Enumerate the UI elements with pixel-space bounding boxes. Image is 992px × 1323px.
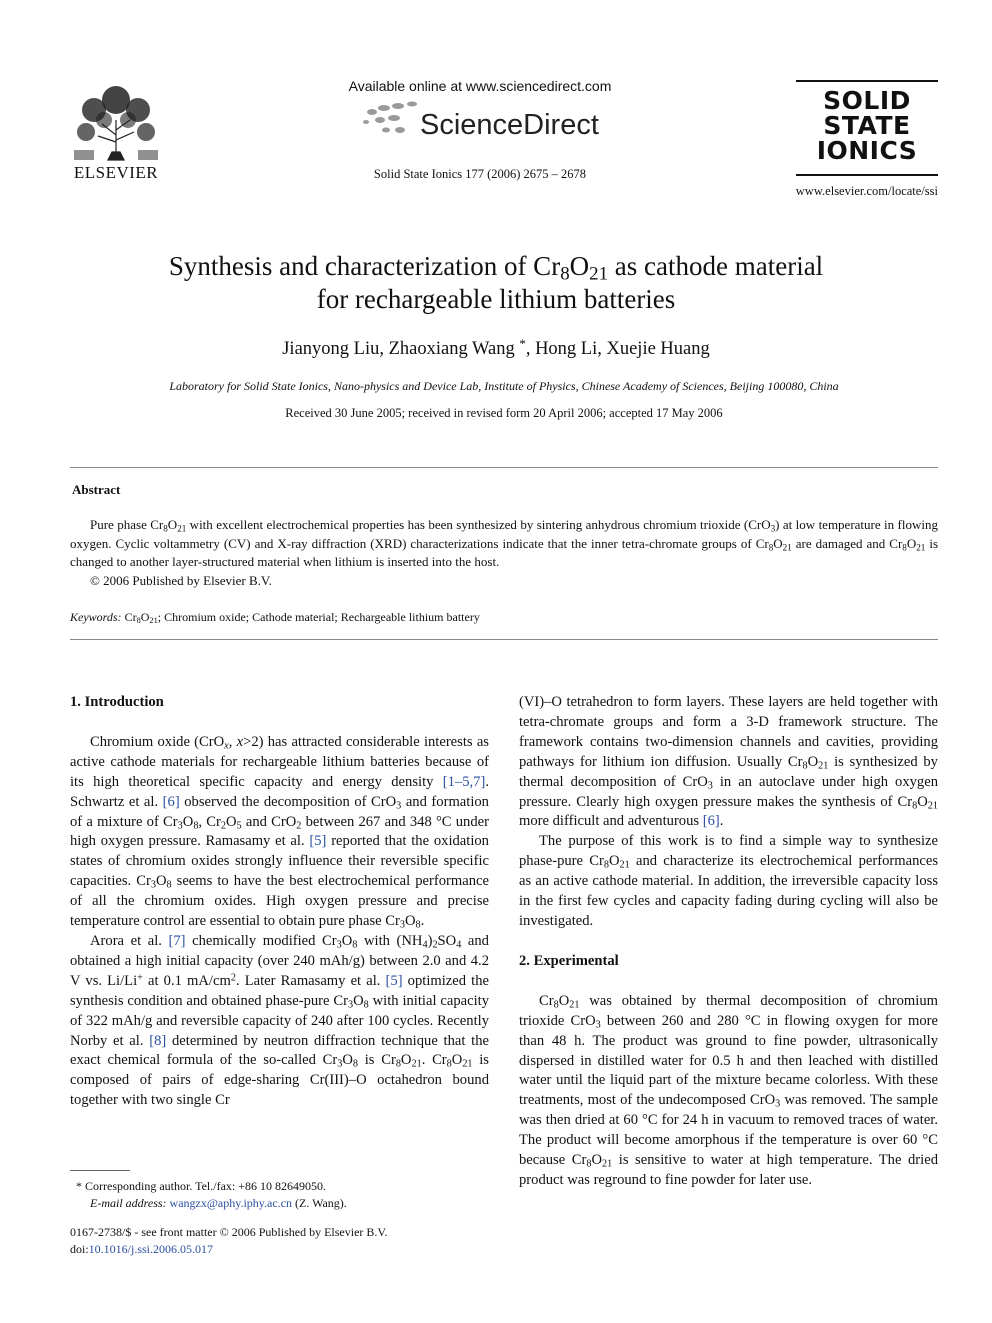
ref-link-6[interactable]: [6] xyxy=(162,793,180,810)
author-1: Jianyong Liu, xyxy=(282,339,389,359)
ref-link-5[interactable]: [5] xyxy=(309,833,327,850)
available-online-text: Available online at www.sciencedirect.com xyxy=(348,78,612,94)
sciencedirect-logo xyxy=(360,98,600,142)
title-part-c: as cathode material xyxy=(608,251,824,281)
issn-line: 0167-2738/$ - see front matter © 2006 Published by Elsevier B.V. xyxy=(70,1225,388,1239)
author-list xyxy=(100,336,892,360)
author-rest: , Hong Li, Xuejie Huang xyxy=(525,339,710,359)
intro-paragraph-3: The purpose of this work is to find a simple way to synthesize phase-pure $Cr_8O_{21}$ and characterize its electrochemical performances as an active cathode material. In addition, the irreversible capacity loss in the first few cycles and capacity fading during cycling will also be investigated. xyxy=(519,833,938,929)
keywords: Keywords: $Cr_8O_{21}$; Chromium oxide; Cathode material; Rechargeable lithium battery xyxy=(70,610,480,626)
experimental-heading: 2. Experimental xyxy=(519,952,619,969)
publisher-name: ELSEVIER xyxy=(73,163,159,182)
introduction-heading: 1. Introduction xyxy=(70,694,164,710)
footer-info xyxy=(70,1224,490,1258)
journal-logo-bottom-rule xyxy=(796,174,938,176)
journal-url[interactable]: www.elsevier.com/locate/ssi xyxy=(795,184,938,198)
journal-logo-line1: SOLID xyxy=(823,86,911,115)
ref-link-5b[interactable]: [5] xyxy=(385,972,403,989)
corresponding-author-text: Corresponding author. Tel./fax: +86 10 82649050. xyxy=(85,1179,327,1193)
abstract-text: Pure phase $Cr_8O_{21}$ with excellent electrochemical properties has been synthesized by sintering anhydrous chromium trioxide (CrO$_3$) at low temperature in flowing oxygen. Cyclic voltammetry (CV) and X-ray diffraction (XRD) characterizations indicate that the inner tetra-chromate groups of $Cr_8O_{21}$ are damaged and $Cr_8O_{21}$ is changed to another layer-structured material when lithium is inserted into the host. xyxy=(70,517,939,569)
doi-label: doi: xyxy=(70,1242,89,1256)
intro-paragraph-2: Arora et al. [7] chemically modified $Cr_3O_8$ with $(NH_4)_2SO_4$ and obtained a high initial capacity (over 240 mAh/g) between 2.0 and 4.2 V vs. Li/Li+ at 0.1 $mA/cm^2$. Later Ramasamy et al. [5] optimized the synthesis condition and obtained phase-pure $Cr_3O_8$ with initial capacity of 322 mAh/g and reversible capacity of 240 after 100 cycles. Recently Norby et al. [8] determined by neutron diffraction technique that the exact chemical formula of the so-called $Cr_3O_8$ is $Cr_8O_{21}$. $Cr_8O_{21}$ is composed of pairs of edge-sharing Cr(III)–O octahedron bound together with two single Cr xyxy=(70,932,489,1109)
email-owner: (Z. Wang). xyxy=(295,1196,347,1210)
title-line2: for rechargeable lithium batteries xyxy=(316,284,676,314)
journal-logo-top-rule xyxy=(796,80,938,82)
title-part-a: Synthesis and characterization of Cr xyxy=(168,251,561,281)
footnote-corresponding xyxy=(70,1178,490,1195)
intro-paragraph-2-cont: (VI)–O tetrahedron to form layers. These layers are held together with tetra-chromate groups and form a 3-D framework structure. The framework contains two-dimension channels and cavities, providing pathways for lithium ion diffusion. Usually $Cr_8O_{21}$ is synthesized by thermal decomposition of CrO$_3$ in an autoclave under high oxygen pressure. Clearly high oxygen pressure makes the synthesis of $Cr_8O_{21}$ more difficult and adventurous [6]. xyxy=(519,694,938,830)
footnote-rule xyxy=(70,1170,130,1171)
left-column xyxy=(70,693,489,1111)
title-sub-b: 21 xyxy=(589,263,609,285)
ref-link-1-5-7[interactable]: [1–5,7] xyxy=(442,773,486,790)
ref-link-8[interactable]: [8] xyxy=(149,1032,167,1049)
title-sub-a: 8 xyxy=(560,263,570,285)
footnote-mark: * xyxy=(76,1179,82,1193)
footnote-email-line xyxy=(70,1195,490,1212)
email-link[interactable]: wangzx@aphy.iphy.ac.cn xyxy=(169,1196,292,1210)
article-title xyxy=(100,250,892,316)
abstract-top-rule xyxy=(70,467,938,468)
doi-line xyxy=(70,1241,490,1258)
abstract-copyright: © 2006 Published by Elsevier B.V. xyxy=(90,572,272,588)
experimental-paragraph-1: $Cr_8O_{21}$ was obtained by thermal decomposition of chromium trioxide CrO$_3$ between 260 and 280 °C in flowing oxygen for more than 48 h. The product was ground to fine powder, ultrasonically dispersed in distilled water for 0.5 h and then leached with distilled water until the liquid part of the mixture became colorless. With these treatments, most of the undecomposed CrO$_3$ was removed. The sample was then dried at 60 °C for 24 h in vacuum to removed traces of water. The product will become amorphous if the temperature is over 60 °C because $Cr_8O_{21}$ is sensitive to water at high temperature. The dried product was reground to fine powder for later use. xyxy=(519,992,938,1188)
right-column xyxy=(519,693,938,1191)
abstract-bottom-rule xyxy=(70,639,938,640)
corresponding-mark[interactable]: * xyxy=(519,336,526,352)
affiliation: Laboratory for Solid State Ionics, Nano-physics and Device Lab, Institute of Physics, Chinese Academy of Sciences, Beijing 100080, China xyxy=(169,379,839,393)
journal-logo-line2: STATE xyxy=(823,111,911,140)
intro-paragraph-1: Chromium oxide (CrO$_x$, x>2) has attracted considerable interests as active cathode materials for rechargeable lithium batteries because of its high theoretical specific capacity and energy density [1–5,7]. Schwartz et al. [6] observed the decomposition of CrO$_3$ and formation of a mixture of $Cr_3O_8$, $Cr_2O_5$ and CrO$_2$ between 267 and 348 °C under high oxygen pressure. Ramasamy et al. [5] reported that the oxidation states of chromium oxides strongly influence their reversible specific capacities. $Cr_3O_8$ seems to have the best electrochemical performance of all the chromium oxides. High oxygen pressure and precise temperature control are essential to obtain pure phase $Cr_3O_8$. xyxy=(70,733,489,931)
journal-logo xyxy=(796,88,938,163)
keywords-label: Keywords: xyxy=(70,610,122,624)
abstract-heading: Abstract xyxy=(72,482,121,497)
keywords-list: ; Chromium oxide; Cathode material; Rechargeable lithium battery xyxy=(157,610,480,624)
author-2[interactable]: Zhaoxiang Wang xyxy=(388,339,515,359)
doi-link[interactable]: 10.1016/j.ssi.2006.05.017 xyxy=(88,1242,214,1256)
received-dates: Received 30 June 2005; received in revised form 20 April 2006; accepted 17 May 2006 xyxy=(285,406,723,420)
footnote xyxy=(70,1178,490,1212)
journal-reference: Solid State Ionics 177 (2006) 2675 – 2678 xyxy=(373,167,587,181)
abstract-body xyxy=(70,516,938,590)
sciencedirect-wordmark: ScienceDirect xyxy=(420,109,599,141)
ref-link-7[interactable]: [7] xyxy=(168,932,186,949)
email-label: E-mail address: xyxy=(90,1196,167,1210)
journal-logo-line3: IONICS xyxy=(816,136,918,165)
title-part-b: O xyxy=(569,251,590,281)
ref-link-6b[interactable]: [6] xyxy=(702,813,720,830)
